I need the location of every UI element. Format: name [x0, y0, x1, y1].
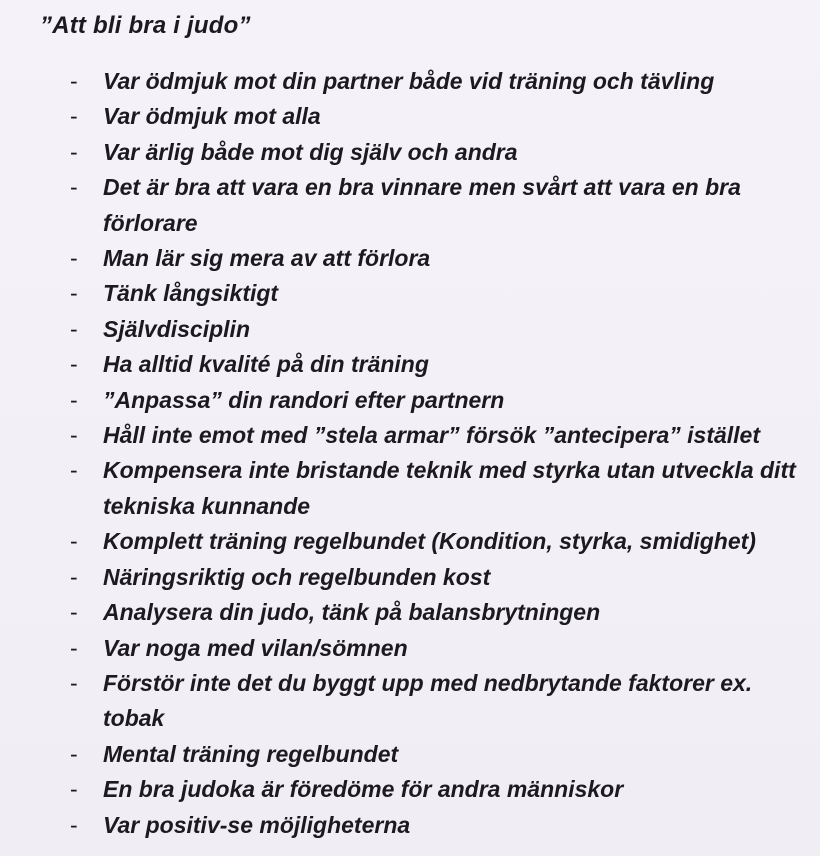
bullet-dash: -	[70, 245, 78, 272]
list-item	[0, 347, 820, 382]
bullet-dash: -	[70, 68, 78, 94]
list-item-text: Mental träning regelbundet	[103, 740, 399, 767]
list-item	[0, 383, 820, 418]
list-item	[0, 737, 820, 772]
bullet-dash: -	[70, 351, 78, 378]
bullet-dash: -	[70, 669, 78, 696]
list-item	[0, 808, 820, 843]
list-item	[0, 772, 820, 807]
bullet-dash: -	[70, 528, 78, 555]
list-item-text: Det är bra att vara en bra vinnare men svårt att vara en bra förlorare	[103, 174, 741, 236]
bullet-dash: -	[70, 103, 78, 130]
list-item-text: Förstör inte det du byggt upp med nedbrytande faktorer ex. tobak	[103, 669, 753, 732]
bullet-dash: -	[70, 280, 78, 307]
list-item-text: Tänk långsiktigt	[103, 280, 279, 307]
bullet-dash: -	[70, 315, 78, 342]
list-item	[0, 241, 820, 276]
bullet-dash: -	[70, 811, 78, 838]
list-item-text: Självdisciplin	[103, 315, 250, 342]
bullet-dash: -	[70, 563, 78, 590]
list-item	[0, 135, 820, 170]
list-item-text: Var ödmjuk mot alla	[103, 103, 321, 130]
list-item-text: Var ärlig både mot dig själv och andra	[103, 138, 518, 165]
bullet-dash: -	[70, 174, 78, 201]
list-item	[0, 170, 820, 241]
list-item-text: Var positiv-se möjligheterna	[103, 811, 411, 838]
list-item	[0, 276, 820, 311]
list-item	[0, 453, 820, 524]
list-item	[0, 418, 820, 453]
list-item-text: Analysera din judo, tänk på balansbrytningen	[103, 599, 601, 626]
bullet-dash: -	[70, 599, 78, 626]
list-item-text: Håll inte emot med ”stela armar” försök ”antecipera” istället	[103, 422, 761, 449]
list-item-text: Näringsriktig och regelbunden kost	[103, 563, 491, 590]
list-item-text: En bra judoka är föredöme för andra människor	[103, 776, 624, 803]
bullet-dash: -	[70, 386, 78, 413]
list-item	[0, 524, 820, 559]
list-item	[0, 64, 820, 99]
bullet-dash: -	[70, 634, 78, 661]
list-item	[0, 666, 820, 737]
list-item-text: Man lär sig mera av att förlora	[103, 245, 431, 272]
list-item	[0, 631, 820, 666]
list-item-text: Komplett träning regelbundet (Kondition, styrka, smidighet)	[103, 528, 756, 555]
document-title: ”Att bli bra i judo”	[40, 12, 251, 39]
bullet-dash: -	[70, 457, 78, 484]
bullet-dash: -	[70, 740, 78, 767]
list-item-text: Var noga med vilan/sömnen	[103, 634, 408, 661]
list-item	[0, 560, 820, 595]
list-item-text: ”Anpassa” din randori efter partnern	[103, 386, 505, 413]
list-item-text: Kompensera inte bristande teknik med styrka utan utveckla ditt tekniska kunnande	[103, 457, 796, 519]
bullet-dash: -	[70, 776, 78, 803]
list-item-text: Var ödmjuk mot din partner både vid träning och tävling	[103, 68, 715, 94]
list-item	[0, 99, 820, 134]
bullet-dash: -	[70, 138, 78, 165]
list-item-text: Ha alltid kvalité på din träning	[103, 351, 429, 378]
bullet-dash: -	[70, 422, 78, 449]
advice-list	[0, 64, 820, 843]
list-item	[0, 312, 820, 347]
list-item	[0, 595, 820, 630]
